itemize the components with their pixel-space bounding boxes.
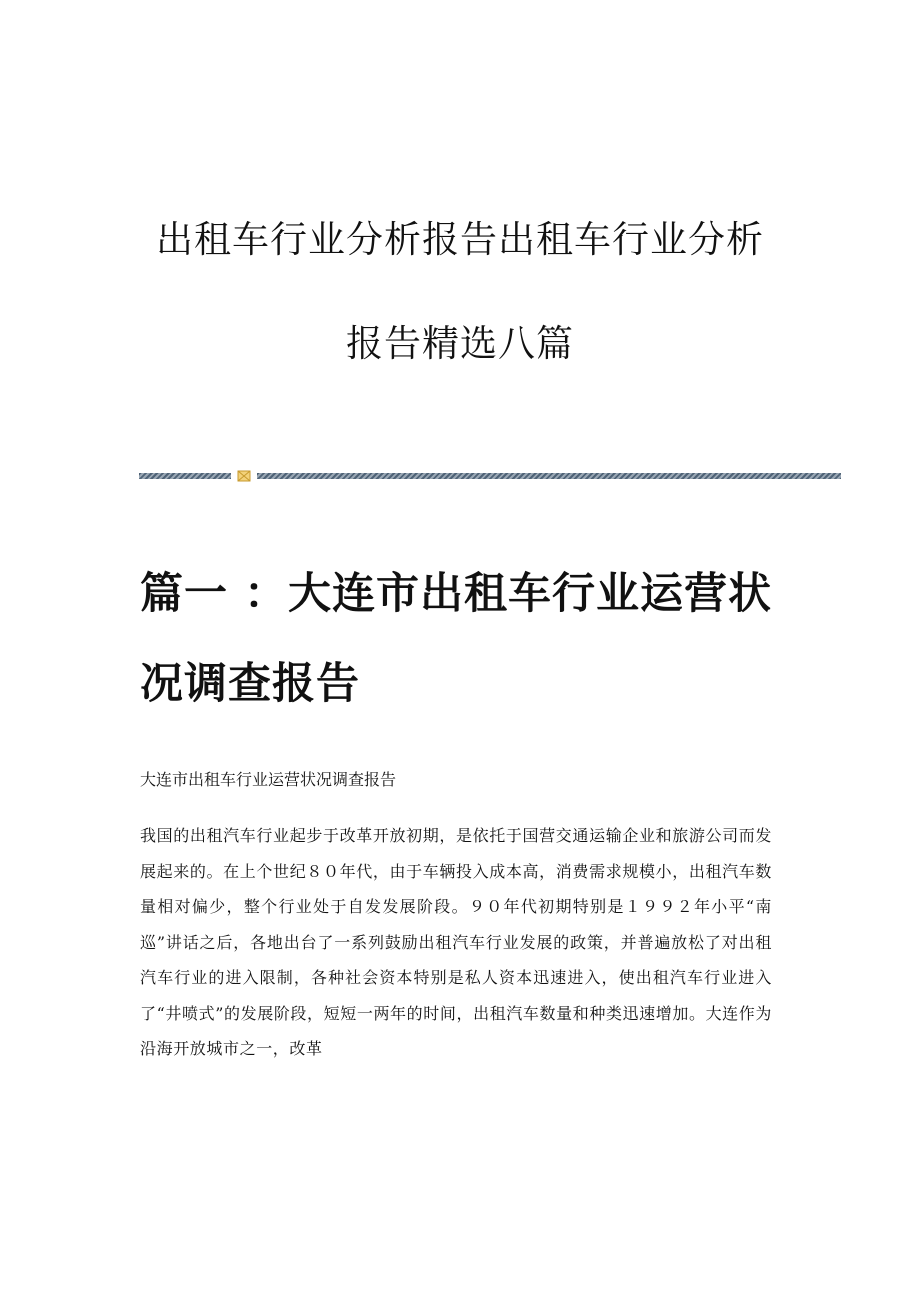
report-subtitle: 大连市出租车行业运营状况调查报告 [140, 770, 397, 789]
divider-line-right [257, 473, 841, 479]
divider-line-left [139, 473, 231, 479]
ornament-icon [237, 470, 251, 482]
document-title: 出租车行业分析报告出租车行业分析报告精选八篇 [156, 218, 764, 365]
section-divider [139, 469, 841, 483]
section-heading: 篇一 ：大连市出租车行业运营状况调查报告 [140, 569, 772, 709]
body-paragraph: 我国的出租汽车行业起步于改革开放初期，是依托于国营交通运输企业和旅游公司而发展起来的。在上个世纪８０年代，由于车辆投入成本高，消费需求规模小，出租汽车数量相对偏少，整个行业处于自发发展阶段。９０年代初期特别是１９９２年小平“南巡”讲话之后，各地出台了一系列鼓励出租汽车行业发展的政策，并普遍放松了对出租汽车行业的进入限制，各种社会资本特别是私人资本迅速进入，使出租汽车行业进入了“井喷式”的发展阶段，短短一两年的时间，出租汽车数量和种类迅速增加。大连作为沿海开放城市之一，改革 [140, 826, 772, 1058]
